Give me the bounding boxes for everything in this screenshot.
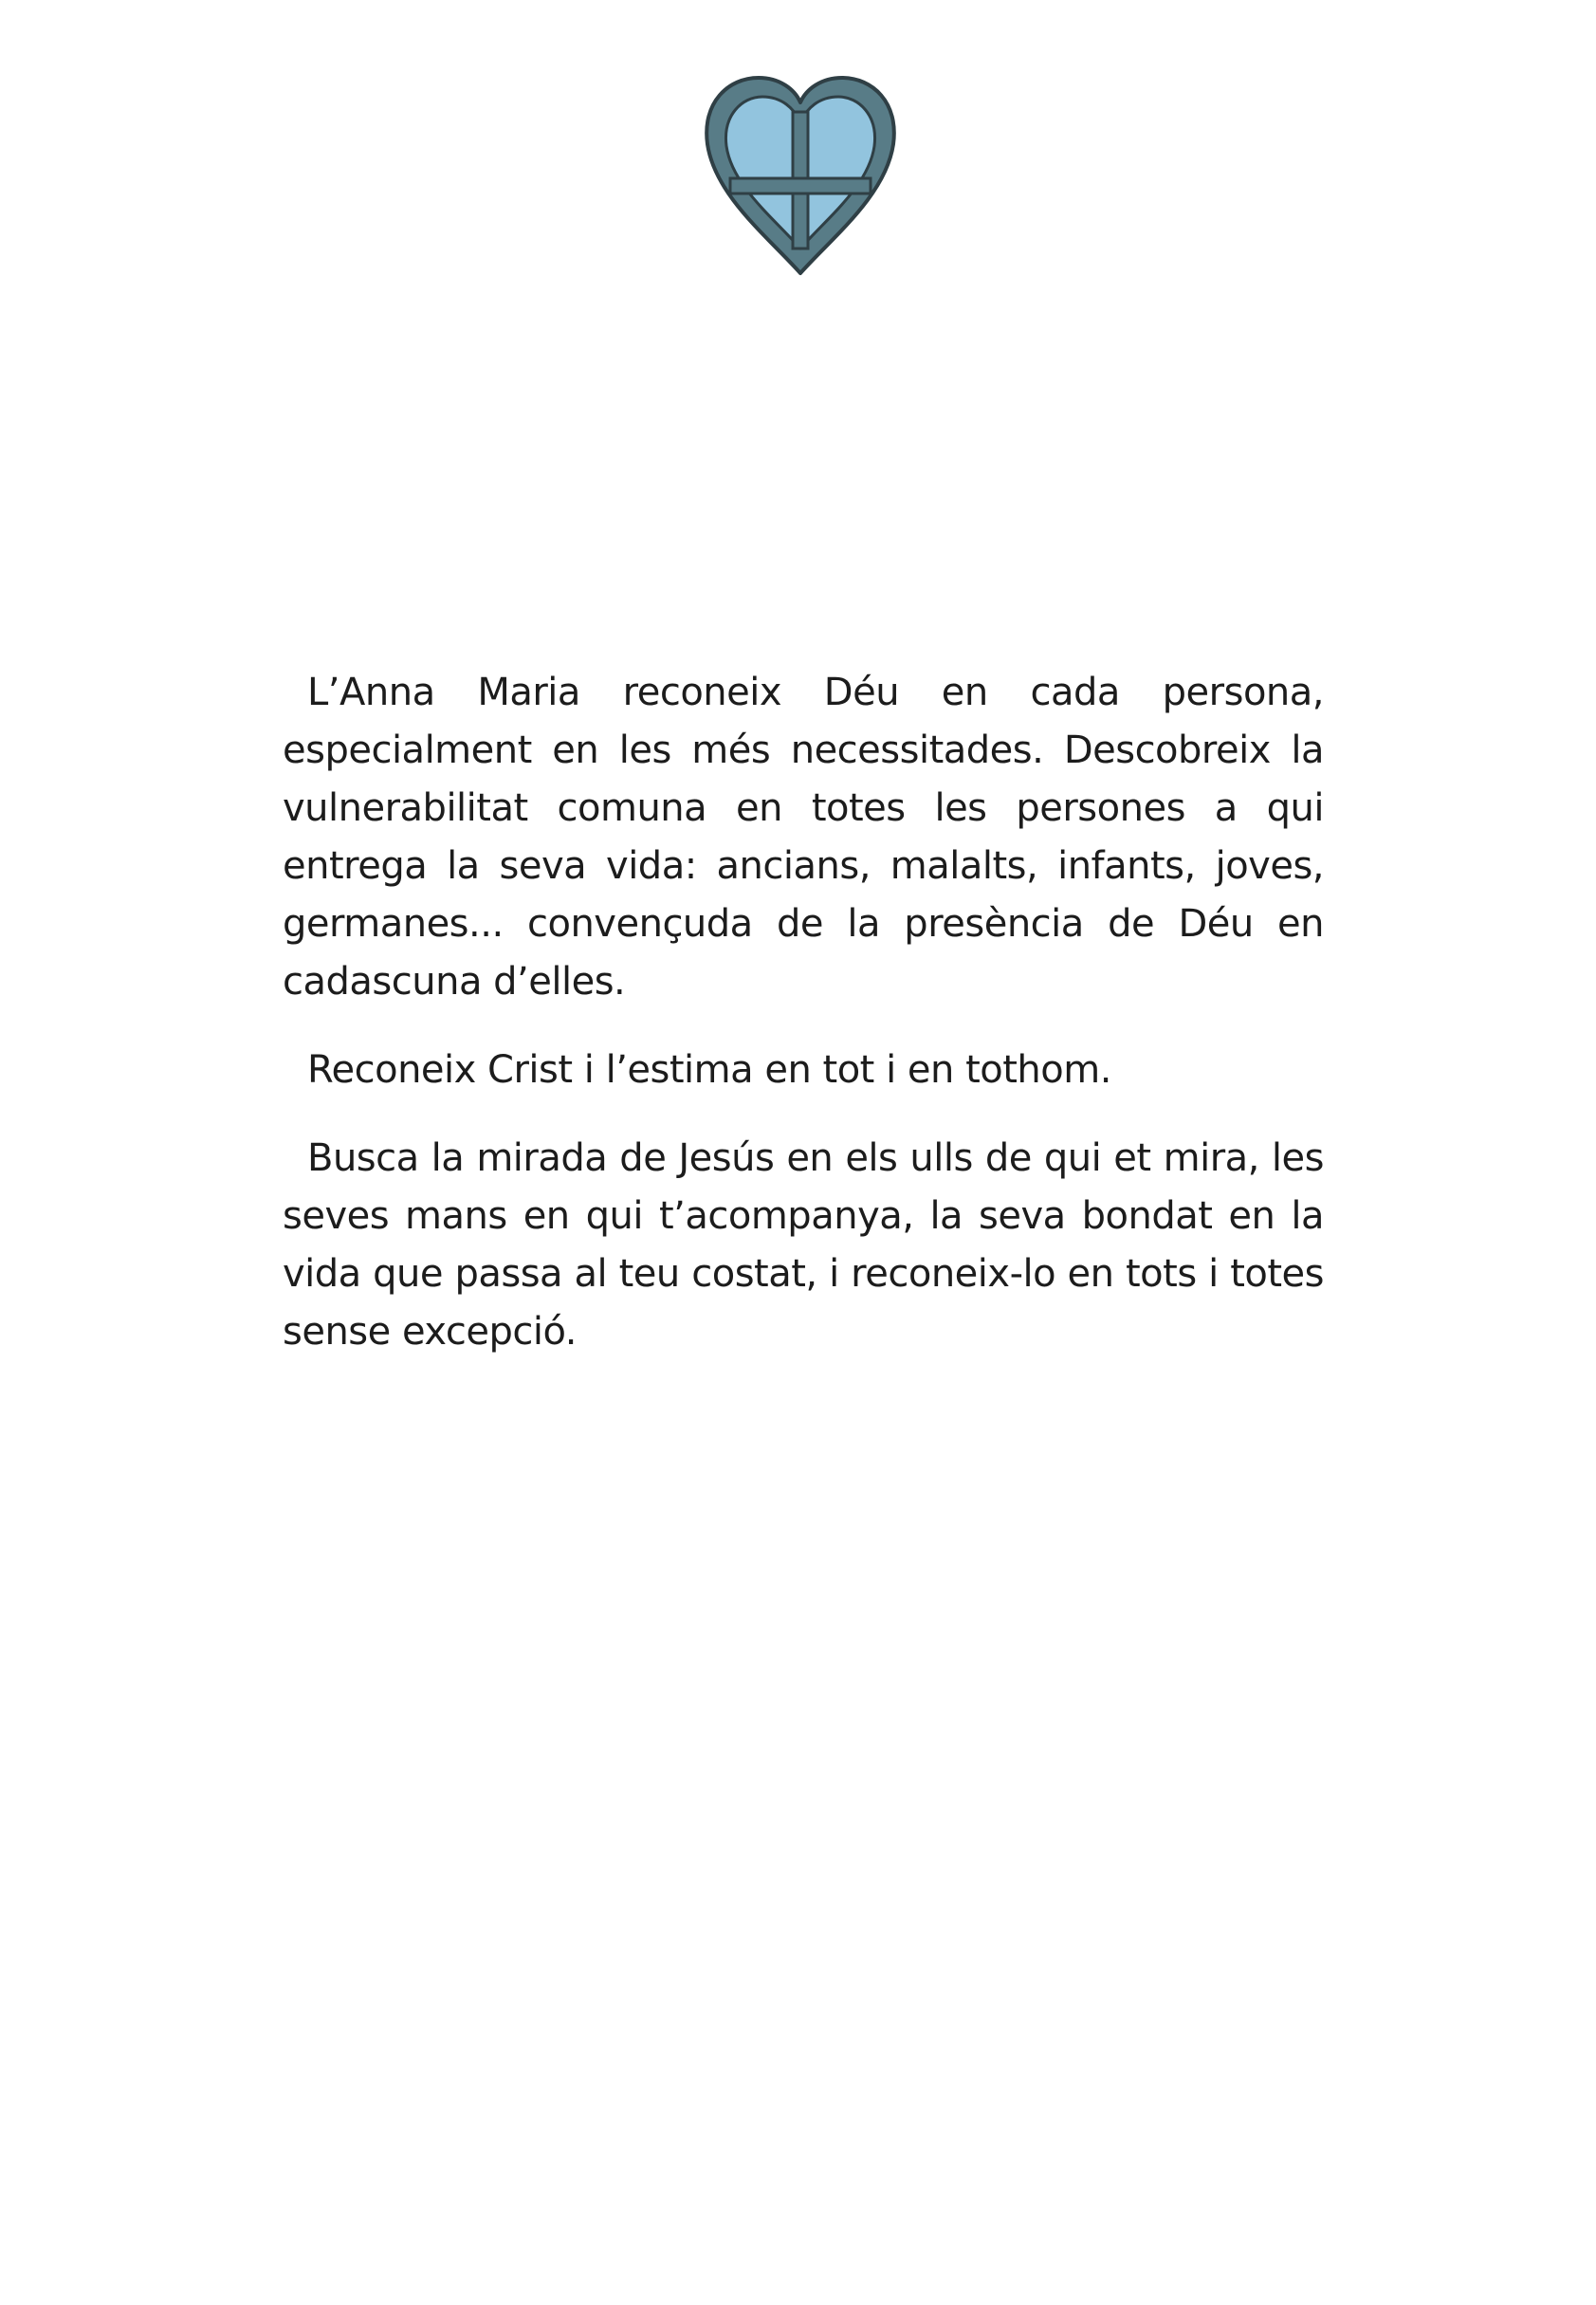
paragraph-1: L’Anna Maria reconeix Déu en cada persona, especialment en les més necessitades. Descobreix la vulnerabilitat comuna en totes les persones a qui entrega la seva vida: ancians, malalts, infants, joves, germanes... convençuda de la presència de Déu en cadascuna d’elles. (283, 671, 1324, 1004)
heart-window-icon (702, 74, 899, 277)
body-text (283, 664, 1324, 1392)
paragraph-2: Reconeix Crist i l’estima en tot i en tothom. (307, 1048, 1111, 1092)
paragraph-3: Busca la mirada de Jesús en els ulls de qui et mira, les seves mans en qui t’acompanya, la seva bondat en la vida que passa al teu costat, i reconeix-lo en tots i totes sense excepció. (283, 1136, 1324, 1354)
